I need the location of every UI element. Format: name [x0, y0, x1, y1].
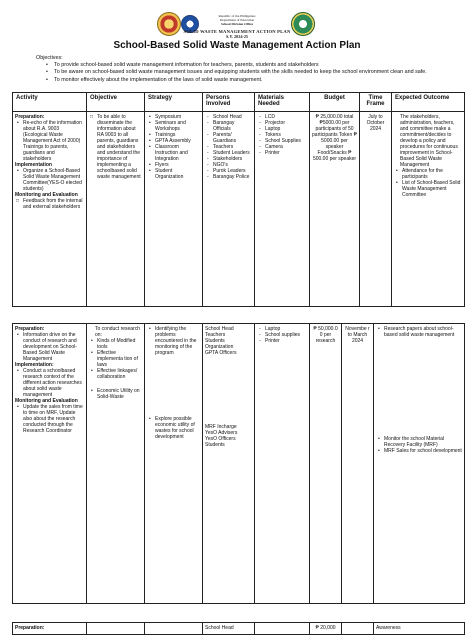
table-row: [13, 623, 465, 635]
material-item: - Laptop: [265, 326, 307, 332]
objective-item: • Effective linkages/ collaboration: [97, 368, 142, 380]
objective-item: • Kinds of Modified tools: [97, 338, 142, 350]
persons-cell: [203, 112, 255, 307]
column-header-persons: Persons Involved: [203, 93, 255, 112]
person-item: YesO Advisers: [205, 430, 238, 436]
table-row: [13, 324, 465, 604]
activity-cell: Preparation:: [13, 623, 87, 635]
strategy-item: • GPTA Assembly: [155, 138, 200, 144]
persons-cell: School Head: [203, 623, 255, 635]
header-line-1: Republic of the Philippines: [218, 14, 256, 18]
phase-label: Monitoring and Evaluation: [15, 192, 78, 198]
strategy-item: • Student Organization: [155, 168, 200, 180]
column-header-strategy: Strategy: [145, 93, 203, 112]
column-header-outcome: Expected Outcome: [392, 93, 465, 112]
column-header-time: Time Frame: [360, 93, 392, 112]
outcome-text: The stakeholders, administration, teachers, and committee make a commitment/decides to develop a policy and procedures for continuous improvement in School-Based Solid Waste Management: [400, 114, 458, 168]
person-item: - NGO's: [213, 162, 252, 168]
action-plan-table-next-page: [12, 622, 465, 635]
strategy-item: • Seminars and Workshops: [155, 120, 200, 132]
column-header-budget: Budget: [310, 93, 360, 112]
objective-item: • To monitor effectively about the implementation of the laws of solid waste management.: [54, 77, 456, 84]
column-header-activity: Activity: [13, 93, 87, 112]
objective-item: • To provide school-based solid waste management information for teachers, parents, students and stakeholders: [54, 62, 456, 69]
outcome-cell: [374, 324, 465, 604]
header-line-2: Department of Education: [219, 18, 255, 22]
outcome-item: • List of School-Based Solid Waste Management Committee: [402, 180, 462, 198]
objectives-label: Objectives:: [36, 55, 63, 61]
objectives-list: [36, 62, 456, 84]
person-item: Students: [205, 442, 225, 448]
phase-label: Implementation: [15, 162, 52, 168]
materials-cell: [255, 623, 310, 635]
outcome-item: • MRF Sales for school development: [384, 448, 462, 454]
column-header-objective: Objective: [87, 93, 145, 112]
person-item: - Purok Leaders: [213, 168, 252, 174]
activity-item: • Information drive on the conduct of research and development on School-Based Solid Waste Management: [23, 332, 84, 362]
person-item: - Stakeholders: [213, 156, 252, 162]
person-item: School Head: [205, 326, 234, 332]
person-item: - Barangay Police: [213, 174, 252, 180]
activity-item: • Re-echo of the information about R.A. 9003 (Ecological Waste Management Act of 2000) Trainings to parents, guardians and stakeholders: [23, 120, 84, 162]
person-item: GPTA Officers: [205, 350, 237, 356]
strategy-cell: [145, 623, 203, 635]
action-plan-table: [12, 92, 465, 307]
document-header: [0, 0, 474, 40]
time-frame-cell: [342, 623, 374, 635]
strategy-cell: [145, 324, 203, 604]
outcome-cell: Awareness: [374, 623, 465, 635]
strategy-item: • Trainings: [155, 132, 200, 138]
objective-cell: [87, 112, 145, 307]
activity-item: • Update the sales from time to time on MRF, Update also about the research conducted through the Research Coordinator: [23, 404, 84, 434]
person-item: - Student Leaders: [213, 150, 252, 156]
strategy-item: • Classroom Instruction and Integration: [155, 144, 200, 162]
budget-cell: ₱ 25,000.00 total ₱5000.00 per participants of 50 participants Token ₱ 5000.00 per speaker Food/Snacks ₱ 500.00 per speaker: [310, 112, 360, 307]
materials-cell: [255, 112, 310, 307]
time-frame-cell: Novembe r to March 2024: [342, 324, 374, 604]
outcome-item: • Research papers about school-based solid waste management: [384, 326, 462, 338]
time-frame-cell: July to October 2024: [360, 112, 392, 307]
material-item: - Printer: [265, 338, 307, 344]
budget-cell: ₱ 20,000: [310, 623, 342, 635]
persons-cell: [203, 324, 255, 604]
header-line-3: School Division Office: [220, 22, 254, 26]
activity-item: • Organize a School-Based Solid Waste Management Committee(YES-O elected students): [23, 168, 84, 192]
activity-cell: [13, 324, 87, 604]
column-header-materials: Materials Needed: [255, 93, 310, 112]
objective-cell: [87, 324, 145, 604]
header-plan-name: SOLID WASTE MANAGEMENT ACTION PLAN: [183, 29, 291, 34]
person-item: MRF Incharge: [205, 424, 237, 430]
strategy-cell: [145, 112, 203, 307]
strategy-item: • Flyers: [155, 162, 200, 168]
person-item: Organization: [205, 344, 234, 350]
person-item: - Teachers: [213, 144, 252, 150]
activity-item: □ Feedback from the internal and external stakeholders: [23, 198, 84, 210]
outcome-item: • Attendance for the participants: [402, 168, 462, 180]
material-item: - Printer: [265, 150, 307, 156]
objective-text: □ To be able to disseminate the information about RA 9003 to all parents, guardians and stakeholders and understand the importance of implementing a schoolbased solid waste management: [97, 114, 142, 180]
activity-cell: [13, 112, 87, 307]
person-item: - School Head: [213, 114, 252, 120]
objective-item: • To be aware on school-based solid waste management issues and equipping students with the skills needed to keep the school environment clean and safe.: [54, 69, 456, 76]
phase-label: Preparation:: [15, 114, 45, 120]
strategy-item: • Explore possible economic utility of wastes for school development: [155, 416, 200, 440]
page-title: School-Based Solid Waste Management Action Plan: [113, 40, 361, 51]
person-item: YesO Officers: [205, 436, 236, 442]
action-plan-table-continued: [12, 323, 465, 604]
outcome-cell: [392, 112, 465, 307]
header-school-year: S.Y. 2024-25: [225, 34, 249, 39]
material-item: - Camera: [265, 144, 307, 150]
material-item: - Projector: [265, 120, 307, 126]
phase-label: Monitoring and Evaluation: [15, 398, 78, 404]
objective-item: • Effective implementa tion of laws: [97, 350, 142, 368]
material-item: - Tokens: [265, 132, 307, 138]
table-row: [13, 112, 465, 307]
material-item: - School Supplies: [265, 138, 307, 144]
material-item: - LCD: [265, 114, 307, 120]
person-item: Teachers: [205, 332, 226, 338]
phase-label: Preparation:: [15, 326, 45, 332]
objective-cell: [87, 623, 145, 635]
activity-item: • Conduct a schoolbased research context of the different action researches about solid waste management: [23, 368, 84, 398]
person-item: - Parents/ Guardians: [213, 132, 252, 144]
materials-cell: [255, 324, 310, 604]
strategy-item: • Identifying the problems encountered in the monitoring of the program: [155, 326, 200, 356]
material-item: - School supplies: [265, 332, 307, 338]
material-item: - Laptop: [265, 126, 307, 132]
phase-label: Implementation:: [15, 362, 54, 368]
objective-lead: To conduct research on:: [95, 326, 141, 338]
objectives-section: [36, 55, 456, 84]
budget-cell: ₱ 50,000.0 0 per research: [310, 324, 342, 604]
table-header-row: [13, 93, 465, 112]
objective-item: • Economic Utility on Solid-Waste: [97, 388, 142, 400]
person-item: Students: [205, 338, 225, 344]
outcome-item: • Monitor the school Material Recovery Facility (MRF): [384, 436, 462, 448]
strategy-item: • Symposium: [155, 114, 200, 120]
person-item: - Barangay Officials: [213, 120, 252, 132]
